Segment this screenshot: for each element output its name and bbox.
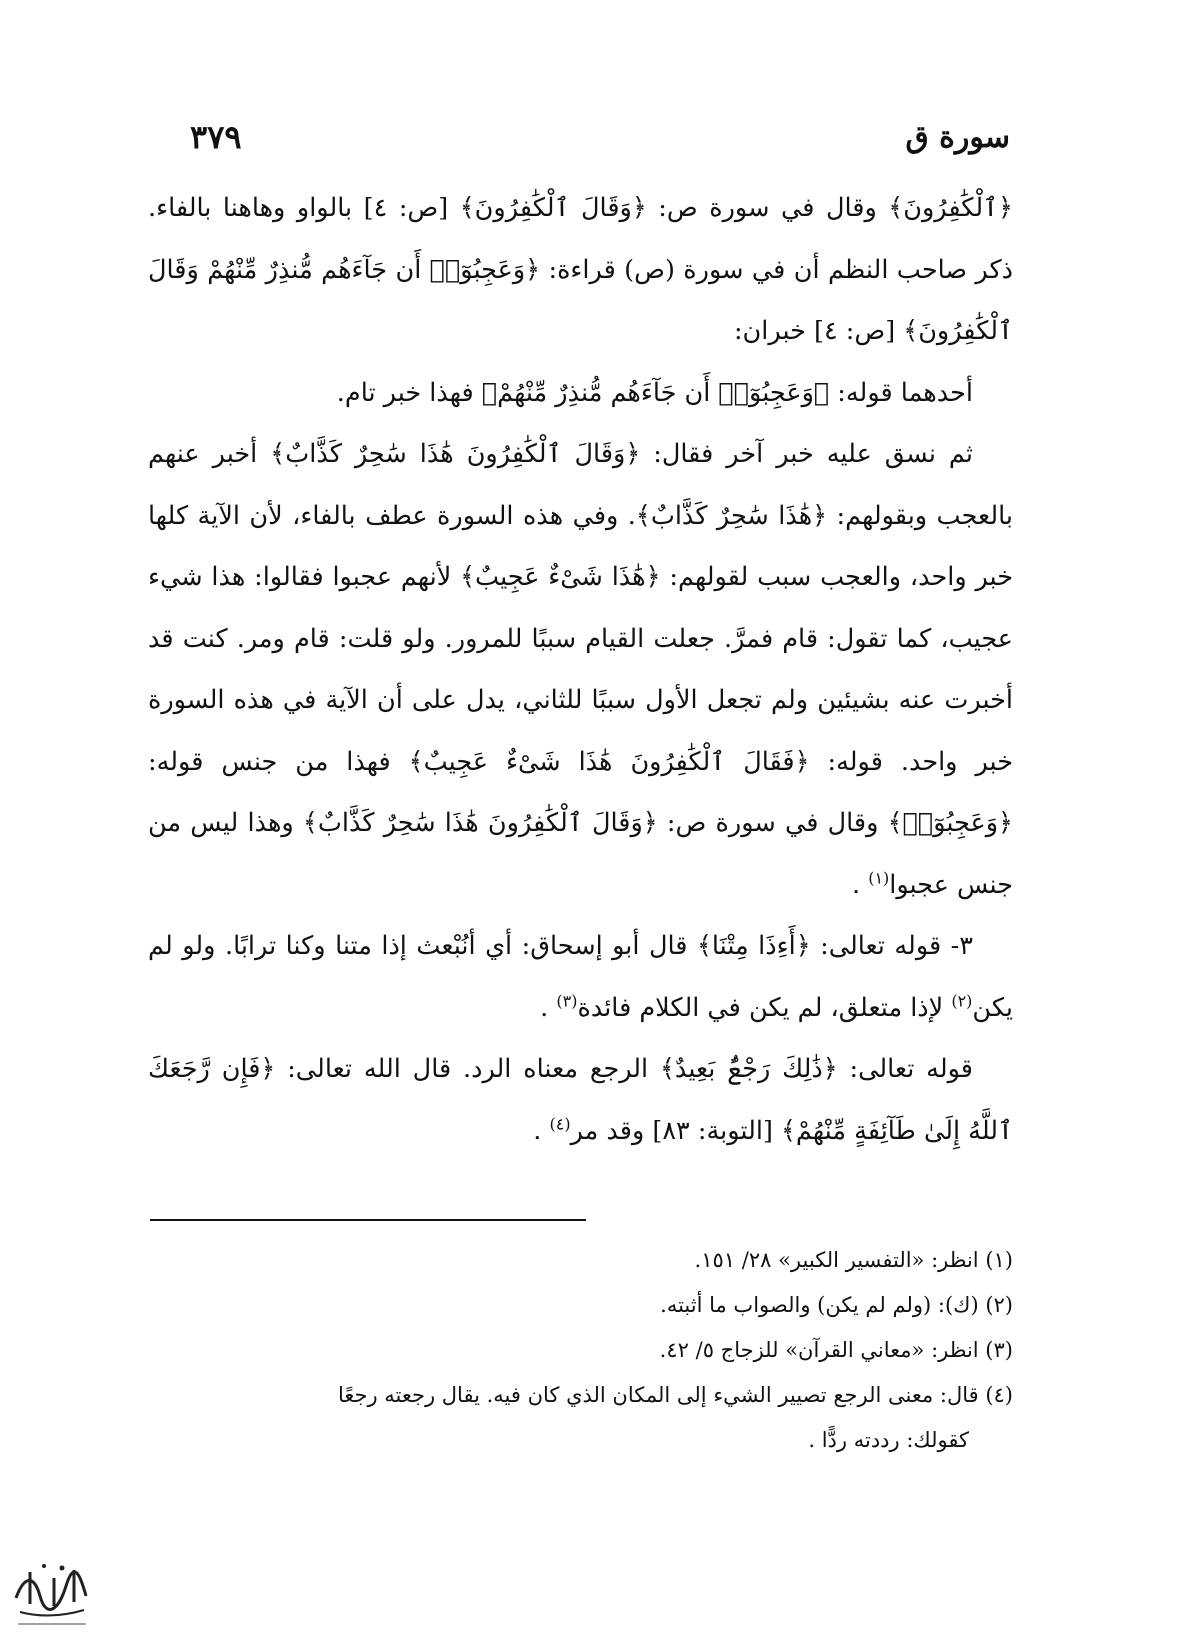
footnote-ref: (٣) [556,991,578,1010]
paragraph: أحدهما قوله: ﴿وَعَجِبُوٓا۟ أَن جَآءَهُم مُّنذِرٌ مِّنْهُمْ﴾ فهذا خبر تام. [336,377,973,408]
footnotes [150,1238,1013,1463]
footnote-ref: (٢) [951,991,973,1010]
footnote: (٤) قال: معنى الرجع تصيير الشيء إلى المكان الذي كان فيه. يقال رجعته رجعًا [337,1383,1013,1407]
footnote: (٣) انظر: «معاني القرآن» للزجاج ٥/ ٤٢. [659,1338,1013,1362]
footnote-ref: (٤) [549,1114,571,1133]
footnote: (٢) (ك): (ولم لم يكن) والصواب ما أثبته. [660,1293,1013,1317]
paragraph: ٣- قوله تعالى: ﴿أَءِذَا مِتْنَا﴾ قال أبو إسحاق: أي أنُبْعث إذا متنا وكنا ترابًا. ولو لم يكن$^{(٢)}$ لإذا متعلق، لم يكن في الكلام فائدة$^{(٣)}$ . [148,931,1013,1023]
footnote-continuation: كقولك: رددته ردًّا . [808,1428,969,1452]
paragraph: ثم نسق عليه خبر آخر فقال: ﴿وَقَالَ ٱلْكَٰفِرُونَ هَٰذَا سَٰحِرٌ كَذَّابٌ﴾ أخبر عنهم بالعجب وبقولهم: ﴿هَٰذَا سَٰحِرٌ كَذَّابٌ﴾. وفي هذه السورة عطف بالفاء، لأن الآية كلها خبر واحد، والعجب سبب لقولهم: ﴿هَٰذَا شَىْءٌ عَجِيبٌ﴾ لأنهم عجبوا فقالوا: هذا شيء عجيب، كما تقول: قام فمرَّ. جعلت القيام سببًا للمرور. ولو قلت: قام ومر. كنت قد أخبرت عنه بشيئين ولم تجعل الأول سببًا للثاني، يدل على أن الآية في هذه السورة خبر واحد. قوله: ﴿فَقَالَ ٱلْكَٰفِرُونَ هَٰذَا شَىْءٌ عَجِيبٌ﴾ فهذا من جنس قوله: ﴿وَعَجِبُوٓا۟﴾ وقال في سورة ص: ﴿وَقَالَ ٱلْكَٰفِرُونَ هَٰذَا سَٰحِرٌ كَذَّابٌ﴾ وهذا ليس من جنس عجبوا$^{(١)}$ . [148,439,1013,900]
library-stamp-logo [10,1556,92,1632]
footnote: (١) انظر: «التفسير الكبير» ٢٨/ ١٥١. [694,1248,1013,1272]
page-header [190,112,1010,162]
page-number: ٣٧٩ [190,118,242,156]
main-text [148,178,1013,1162]
footnote-divider [150,1219,586,1221]
footnote-ref: (١) [868,868,890,887]
paragraph: قوله تعالى: ﴿ذَٰلِكَ رَجْعٌۢ بَعِيدٌ﴾ الرجع معناه الرد. قال الله تعالى: ﴿فَإِن رَّجَعَكَ ٱللَّهُ إِلَىٰ طَآئِفَةٍ مِّنْهُمْ﴾ [التوبة: ٨٣] وقد مر$^{(٤)}$ . [148,1054,1013,1146]
paragraph: ﴿ٱلْكَٰفِرُونَ﴾ وقال في سورة ص: ﴿وَقَالَ ٱلْكَٰفِرُونَ﴾ [ص: ٤] بالواو وهاهنا بالفاء. ذكر صاحب النظم أن في سورة (ص) قراءة: ﴿وَعَجِبُوٓا۟ أَن جَآءَهُم مُّنذِرٌ مِّنْهُمْ وَقَالَ ٱلْكَٰفِرُونَ﴾ [ص: ٤] خبران: [148,193,1013,346]
surah-title: سورة ق [905,119,1010,155]
stamp-calligraphy-icon [10,1556,92,1632]
